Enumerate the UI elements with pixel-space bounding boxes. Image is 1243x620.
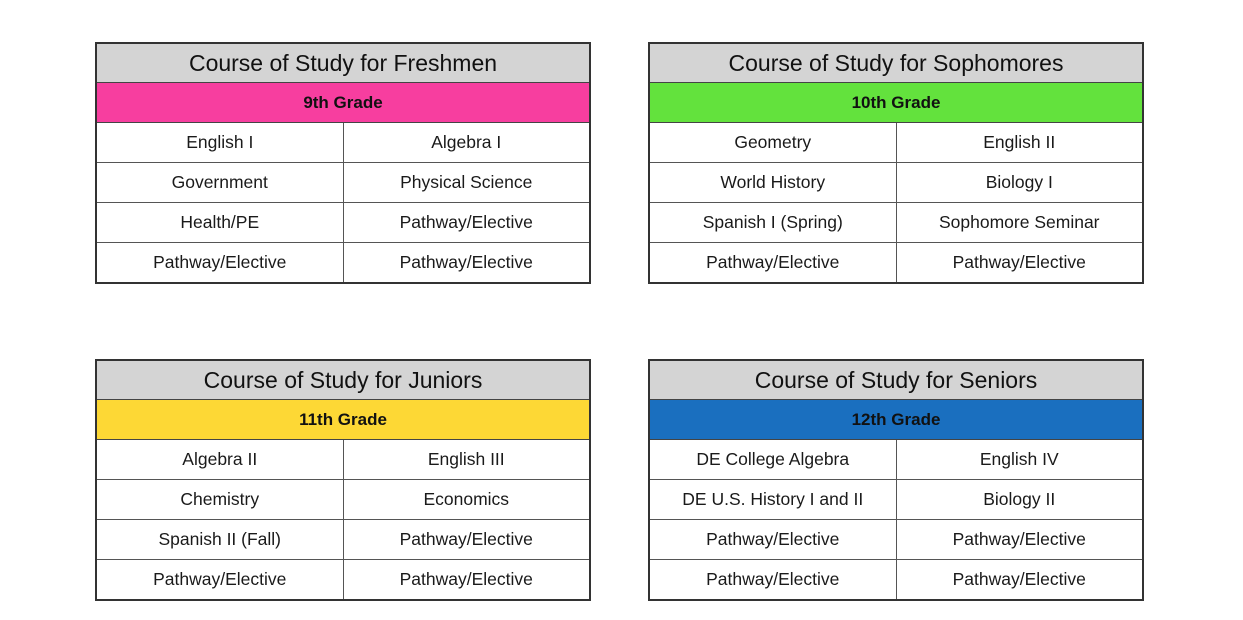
course-row [650,243,1142,282]
course-cell: Sophomore Seminar [939,212,1100,232]
grade-header: 10th Grade [650,83,1142,123]
course-cell: Spanish II (Fall) [97,520,344,559]
course-cell: Pathway/Elective [952,529,1086,549]
course-plan-seniors [648,359,1144,601]
course-cell: Biology I [985,172,1053,192]
course-plan-juniors [95,359,591,601]
course-cell: Pathway/Elective [399,252,533,272]
course-row [650,123,1142,163]
course-row [650,560,1142,599]
course-cell: Government [97,163,344,202]
course-cell: Pathway/Elective [650,520,897,559]
course-row [97,123,589,163]
course-row [650,520,1142,560]
course-cell: English IV [979,449,1059,469]
course-cell: World History [650,163,897,202]
course-cell: Spanish I (Spring) [650,203,897,242]
course-plan-sophomores [648,42,1144,284]
course-cell: English I [97,123,344,162]
course-cell: Pathway/Elective [399,529,533,549]
plan-title: Course of Study for Juniors [97,361,589,400]
course-cell: Geometry [650,123,897,162]
course-cell: DE College Algebra [650,440,897,479]
course-row [97,243,589,282]
course-cell: Economics [423,489,510,509]
course-cell: Pathway/Elective [399,212,533,232]
course-cell: Pathway/Elective [650,243,897,282]
course-cell: Health/PE [97,203,344,242]
course-row [97,163,589,203]
course-cell: Biology II [983,489,1056,509]
course-cell: Pathway/Elective [650,560,897,599]
course-row [650,163,1142,203]
course-cell: Pathway/Elective [399,569,533,589]
course-cell: DE U.S. History I and II [650,480,897,519]
plan-title: Course of Study for Sophomores [650,44,1142,83]
course-row [97,520,589,560]
plan-title: Course of Study for Seniors [650,361,1142,400]
course-cell: Pathway/Elective [97,243,344,282]
course-row [97,440,589,480]
course-row [650,480,1142,520]
course-row [97,480,589,520]
course-cell: Physical Science [400,172,533,192]
course-cell: Algebra II [97,440,344,479]
course-cell: Algebra I [431,132,502,152]
course-cell: English II [983,132,1056,152]
course-row [97,560,589,599]
course-cell: English III [427,449,505,469]
plan-title: Course of Study for Freshmen [97,44,589,83]
grade-header: 11th Grade [97,400,589,440]
course-cell: Chemistry [97,480,344,519]
course-plan-freshmen [95,42,591,284]
course-cell: Pathway/Elective [97,560,344,599]
course-cell: Pathway/Elective [952,569,1086,589]
course-row [650,440,1142,480]
grade-header: 12th Grade [650,400,1142,440]
course-cell: Pathway/Elective [952,252,1086,272]
grade-header: 9th Grade [97,83,589,123]
course-row [97,203,589,243]
course-row [650,203,1142,243]
